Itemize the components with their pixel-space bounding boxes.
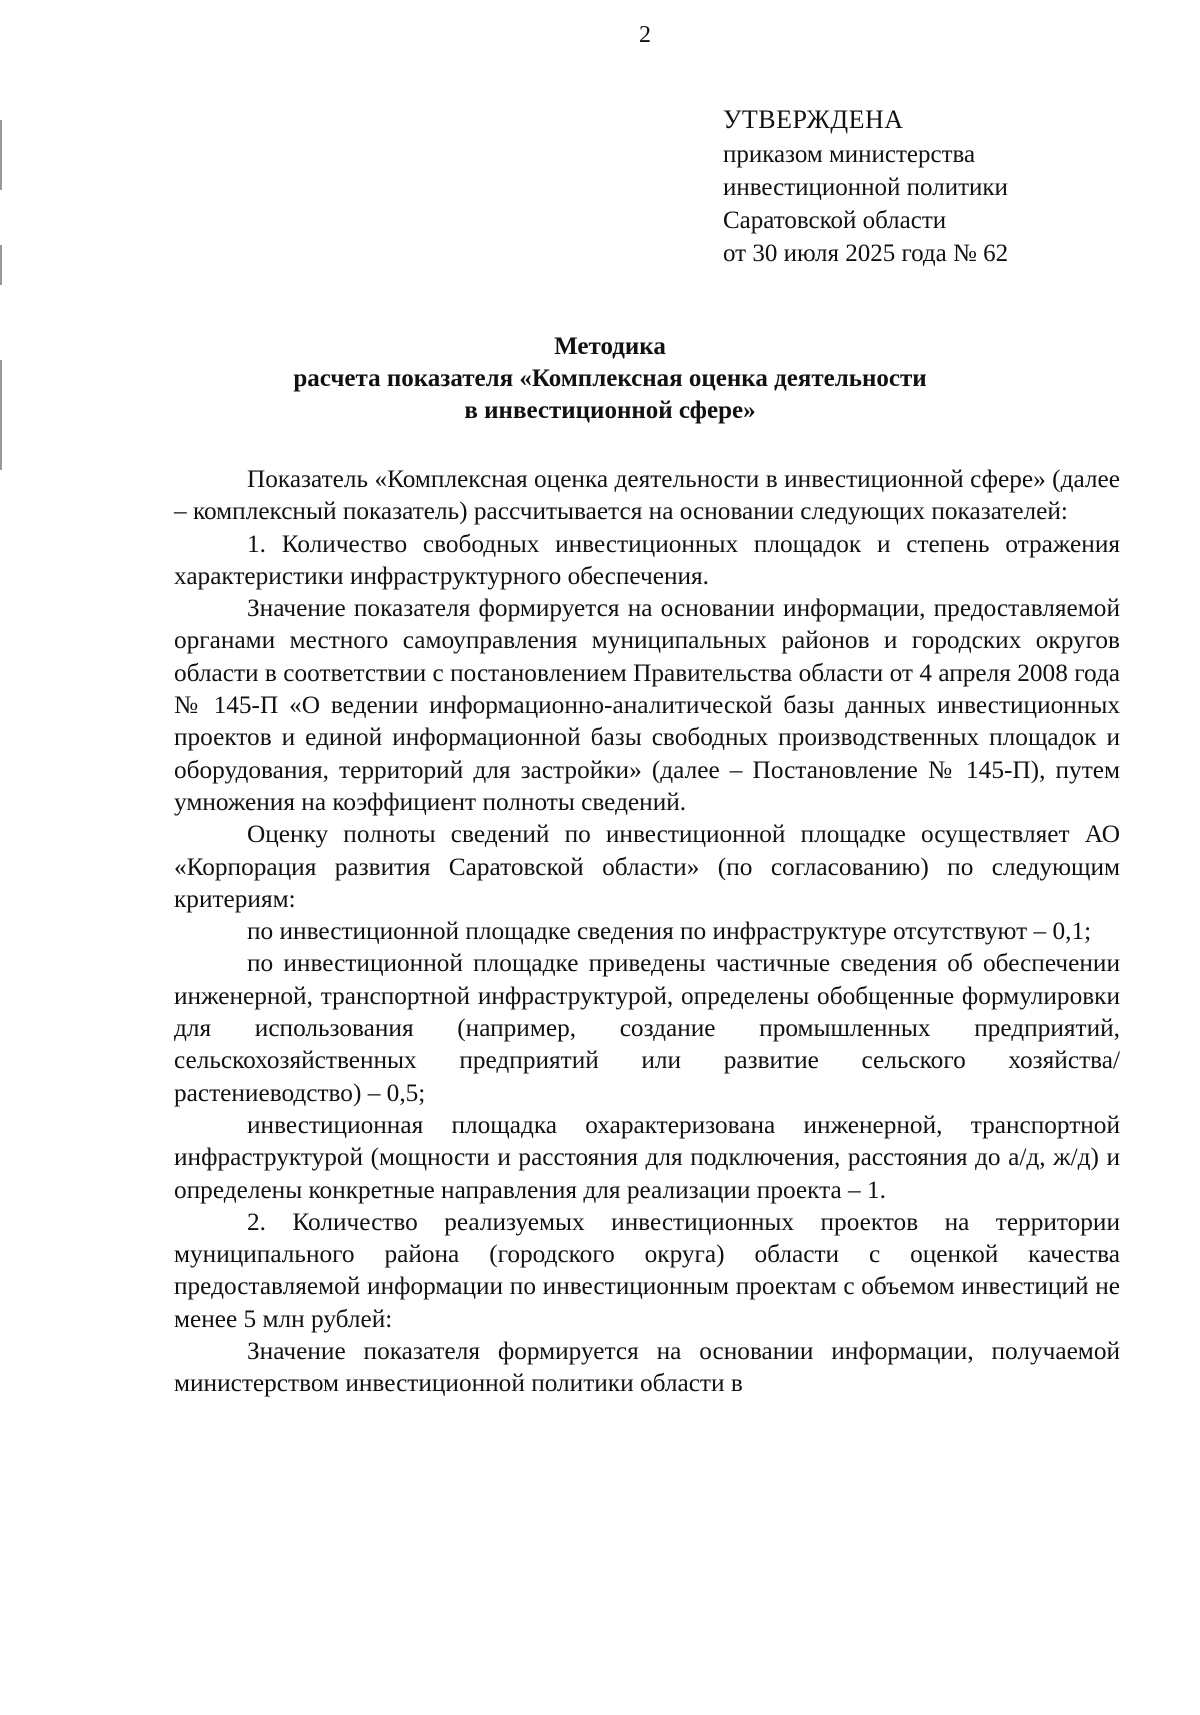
- paragraph-value-source: Значение показателя формируется на основании информации, предоставляемой органами местного самоуправления муниципальных районов и городских округов области в соответствии с постановлением Правительства области от 4 апреля 2008 года № 145-П «О ведении информационно-аналитической базы данных инвестиционных проектов и единой информационной базы свободных производственных площадок и оборудования, территорий для застройки» (далее – Постановление № 145-П), путем умножения на коэффициент полноты сведений.: [174, 594, 1120, 816]
- title-line-3: в инвестиционной сфере»: [464, 397, 756, 424]
- page-number: 2: [639, 22, 651, 48]
- document-body: [174, 463, 1120, 1400]
- paragraph-assessment: Оценку полноты сведений по инвестиционной площадке осуществляет АО «Корпорация развития Саратовской области» (по согласованию) по следующим критериям:: [174, 820, 1120, 913]
- approval-line: приказом министерства: [723, 141, 976, 168]
- paragraph-item-1: 1. Количество свободных инвестиционных площадок и степень отражения характеристики инфраструктурного обеспечения.: [174, 529, 1120, 590]
- approval-block: [723, 101, 1163, 270]
- scan-edge-mark: [0, 120, 2, 190]
- approval-line: инвестиционной политики: [723, 174, 1008, 201]
- paragraph-criterion-2: по инвестиционной площадке приведены частичные сведения об обеспечении инженерной, транспортной инфраструктурой, определены обобщенные формулировки для использования (например, создание промышленных предприятий, сельскохозяйственных предприятий или развитие сельского хозяйства/растениеводство) – 0,5;: [174, 949, 1120, 1107]
- title-line-1: Методика: [554, 333, 666, 360]
- paragraph-criterion-3: инвестиционная площадка охарактеризована инженерной, транспортной инфраструктурой (мощности и расстояния для подключения, расстояния до а/д, ж/д) и определены конкретные направления для реализации проекта – 1.: [174, 1110, 1120, 1204]
- scan-edge-mark: [0, 360, 2, 470]
- document-title: [150, 331, 1070, 427]
- scan-edge-mark: [0, 245, 2, 285]
- title-line-2: расчета показателя «Комплексная оценка деятельности: [293, 365, 927, 392]
- approval-line: Саратовской области: [723, 207, 947, 234]
- approval-stamp: УТВЕРЖДЕНА: [723, 105, 904, 134]
- paragraph-value-source-2: Значение показателя формируется на основании информации, получаемой министерством инвестиционной политики области в: [174, 1337, 1120, 1398]
- paragraph-item-2: 2. Количество реализуемых инвестиционных проектов на территории муниципального района (городского округа) области с оценкой качества предоставляемой информации по инвестиционным проектам с объемом инвестиций не менее 5 млн рублей:: [174, 1207, 1120, 1333]
- approval-date-line: от 30 июля 2025 года № 62: [723, 240, 1009, 267]
- paragraph-intro: Показатель «Комплексная оценка деятельности в инвестиционной сфере» (далее – комплексный показатель) рассчитывается на основании следующих показателей:: [174, 465, 1120, 526]
- paragraph-criterion-1: по инвестиционной площадке сведения по инфраструктуре отсутствуют – 0,1;: [247, 917, 1092, 946]
